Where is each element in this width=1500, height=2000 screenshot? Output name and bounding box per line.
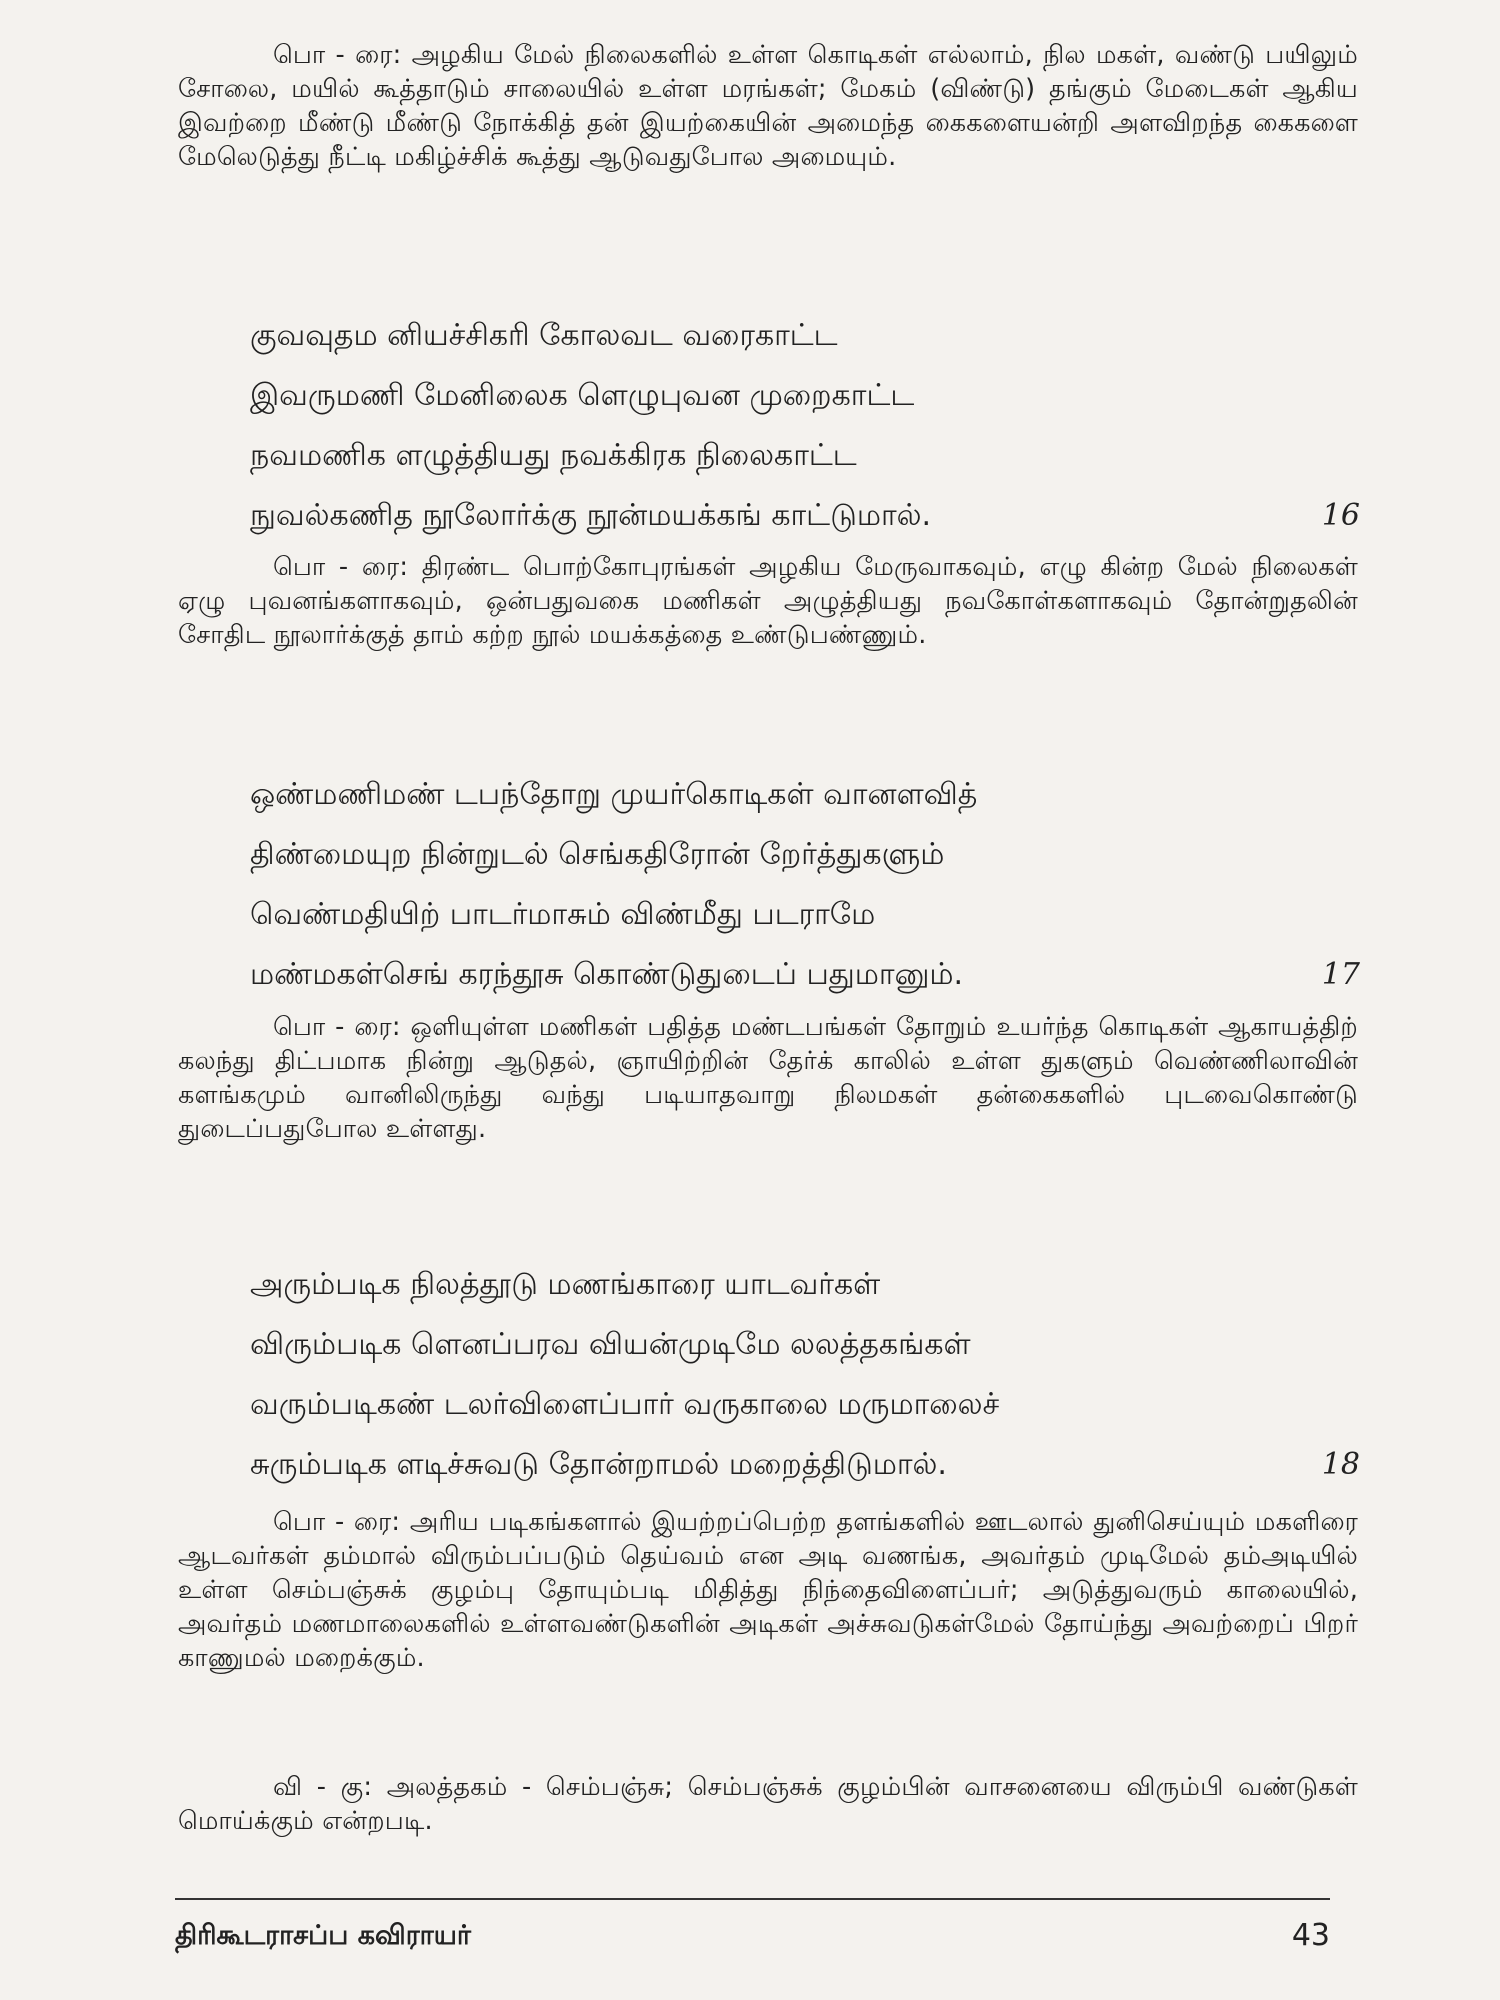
verse-number: 18 <box>1321 1447 1360 1482</box>
verse-line: வெண்மதியிற் பாடர்மாசும் விண்மீது படராமே <box>250 897 876 932</box>
footer-divider <box>175 1898 1330 1900</box>
verse-number: 16 <box>1321 498 1360 533</box>
commentary-label: பொ - ரை: <box>273 552 409 582</box>
commentary-paragraph <box>178 1505 1358 1675</box>
commentary-text: திரண்ட பொற்கோபுரங்கள் அழகிய மேருவாகவும், எழு கின்ற மேல் நிலைகள் ஏழு புவனங்களாகவும், ஒன்பதுவகை மணிகள் அழுத்தியது நவகோள்களாகவும் தோன்றுதலின் சோதிட நூலார்க்குத் தாம் கற்ற நூல் மயக்கத்தை உண்டுபண்ணும். <box>178 552 1358 650</box>
verse-line-last <box>250 1435 1360 1495</box>
commentary-paragraph <box>178 38 1358 174</box>
verse-line: விரும்படிக ளெனப்பரவ வியன்முடிமே லலத்தகங்கள் <box>250 1327 971 1362</box>
verse-18 <box>250 1255 1360 1495</box>
verse-line: குவவுதம னியச்சிகரி கோலவட வரைகாட்ட <box>250 318 838 353</box>
commentary-paragraph <box>178 1010 1358 1146</box>
page-number: 43 <box>1291 1918 1330 1953</box>
verse-line-last <box>250 486 1360 546</box>
verse-line: வரும்படிகண் டலர்விளைப்பார் வருகாலை மருமாலைச் <box>250 1387 1000 1422</box>
commentary-text: ஒளியுள்ள மணிகள் பதித்த மண்டபங்கள் தோறும் உயர்ந்த கொடிகள் ஆகாயத்திற் கலந்து திட்பமாக நின்று ஆடுதல், ஞாயிற்றின் தேர்க் காலில் உள்ள துகளும் வெண்ணிலாவின் களங்கமும் வானிலிருந்து வந்து படியாதவாறு நிலமகள் தன்கைகளில் புடவைகொண்டு துடைப்பதுபோல உள்ளது. <box>178 1012 1358 1144</box>
verse-line: இவருமணி மேனிலைக ளெழுபுவன முறைகாட்ட <box>250 378 915 413</box>
commentary-label: பொ - ரை: <box>273 1012 401 1042</box>
verse-17 <box>250 765 1360 1005</box>
note-paragraph <box>178 1770 1358 1838</box>
verse-line: நுவல்கணித நூலோர்க்கு நூன்மயக்கங் காட்டுமால். <box>250 498 932 533</box>
verse-line: நவமணிக ளழுத்தியது நவக்கிரக நிலைகாட்ட <box>250 438 857 473</box>
verse-16 <box>250 306 1360 546</box>
commentary-text: அழகிய மேல் நிலைகளில் உள்ள கொடிகள் எல்லாம், நில மகள், வண்டு பயிலும் சோலை, மயில் கூத்தாடும் சாலையில் உள்ள மரங்கள்; மேகம் (விண்டு) தங்கும் மேடைகள் ஆகிய இவற்றை மீண்டு மீண்டு நோக்கித் தன் இயற்கையின் அமைந்த கைகளையன்றி அளவிறந்த கைகளை மேலெடுத்து நீட்டி மகிழ்ச்சிக் கூத்து ஆடுவதுபோல அமையும். <box>178 40 1358 172</box>
verse-line: அரும்படிக நிலத்தூடு மணங்காரை யாடவர்கள் <box>250 1267 881 1302</box>
verse-line: திண்மையுற நின்றுடல் செங்கதிரோன் றேர்த்துகளும் <box>250 837 945 872</box>
note-text: அலத்தகம் - செம்பஞ்சு; செம்பஞ்சுக் குழம்பின் வாசனையை விரும்பி வண்டுகள் மொய்க்கும் என்றபடி. <box>178 1772 1358 1836</box>
note-label: வி - கு: <box>273 1772 373 1802</box>
footer-author: திரிகூடராசப்ப கவிராயர் <box>175 1920 472 1951</box>
verse-line-last <box>250 945 1360 1005</box>
verse-number: 17 <box>1321 957 1360 992</box>
commentary-label: பொ - ரை: <box>273 1507 401 1537</box>
commentary-paragraph <box>178 550 1358 652</box>
verse-line: ஒண்மணிமண் டபந்தோறு முயர்கொடிகள் வானளவித் <box>250 777 978 812</box>
commentary-label: பொ - ரை: <box>273 40 402 70</box>
verse-line: சுரும்படிக ளடிச்சுவடு தோன்றாமல் மறைத்திடுமால். <box>250 1447 947 1482</box>
verse-line: மண்மகள்செங் கரந்தூசு கொண்டுதுடைப் பதுமானும். <box>250 957 964 992</box>
commentary-text: அரிய படிகங்களால் இயற்றப்பெற்ற தளங்களில் ஊடலால் துனிசெய்யும் மகளிரை ஆடவர்கள் தம்மால் விரும்பப்படும் தெய்வம் என அடி வணங்க, அவர்தம் முடிமேல் தம்அடியில் உள்ள செம்பஞ்சுக் குழம்பு தோயும்படி மிதித்து நிந்தைவிளைப்பர்; அடுத்துவரும் காலையில், அவர்தம் மணமாலைகளில் உள்ளவண்டுகளின் அடிகள் அச்சுவடுகள்மேல் தோய்ந்து அவற்றைப் பிறர் காணுமல் மறைக்கும். <box>178 1507 1358 1673</box>
